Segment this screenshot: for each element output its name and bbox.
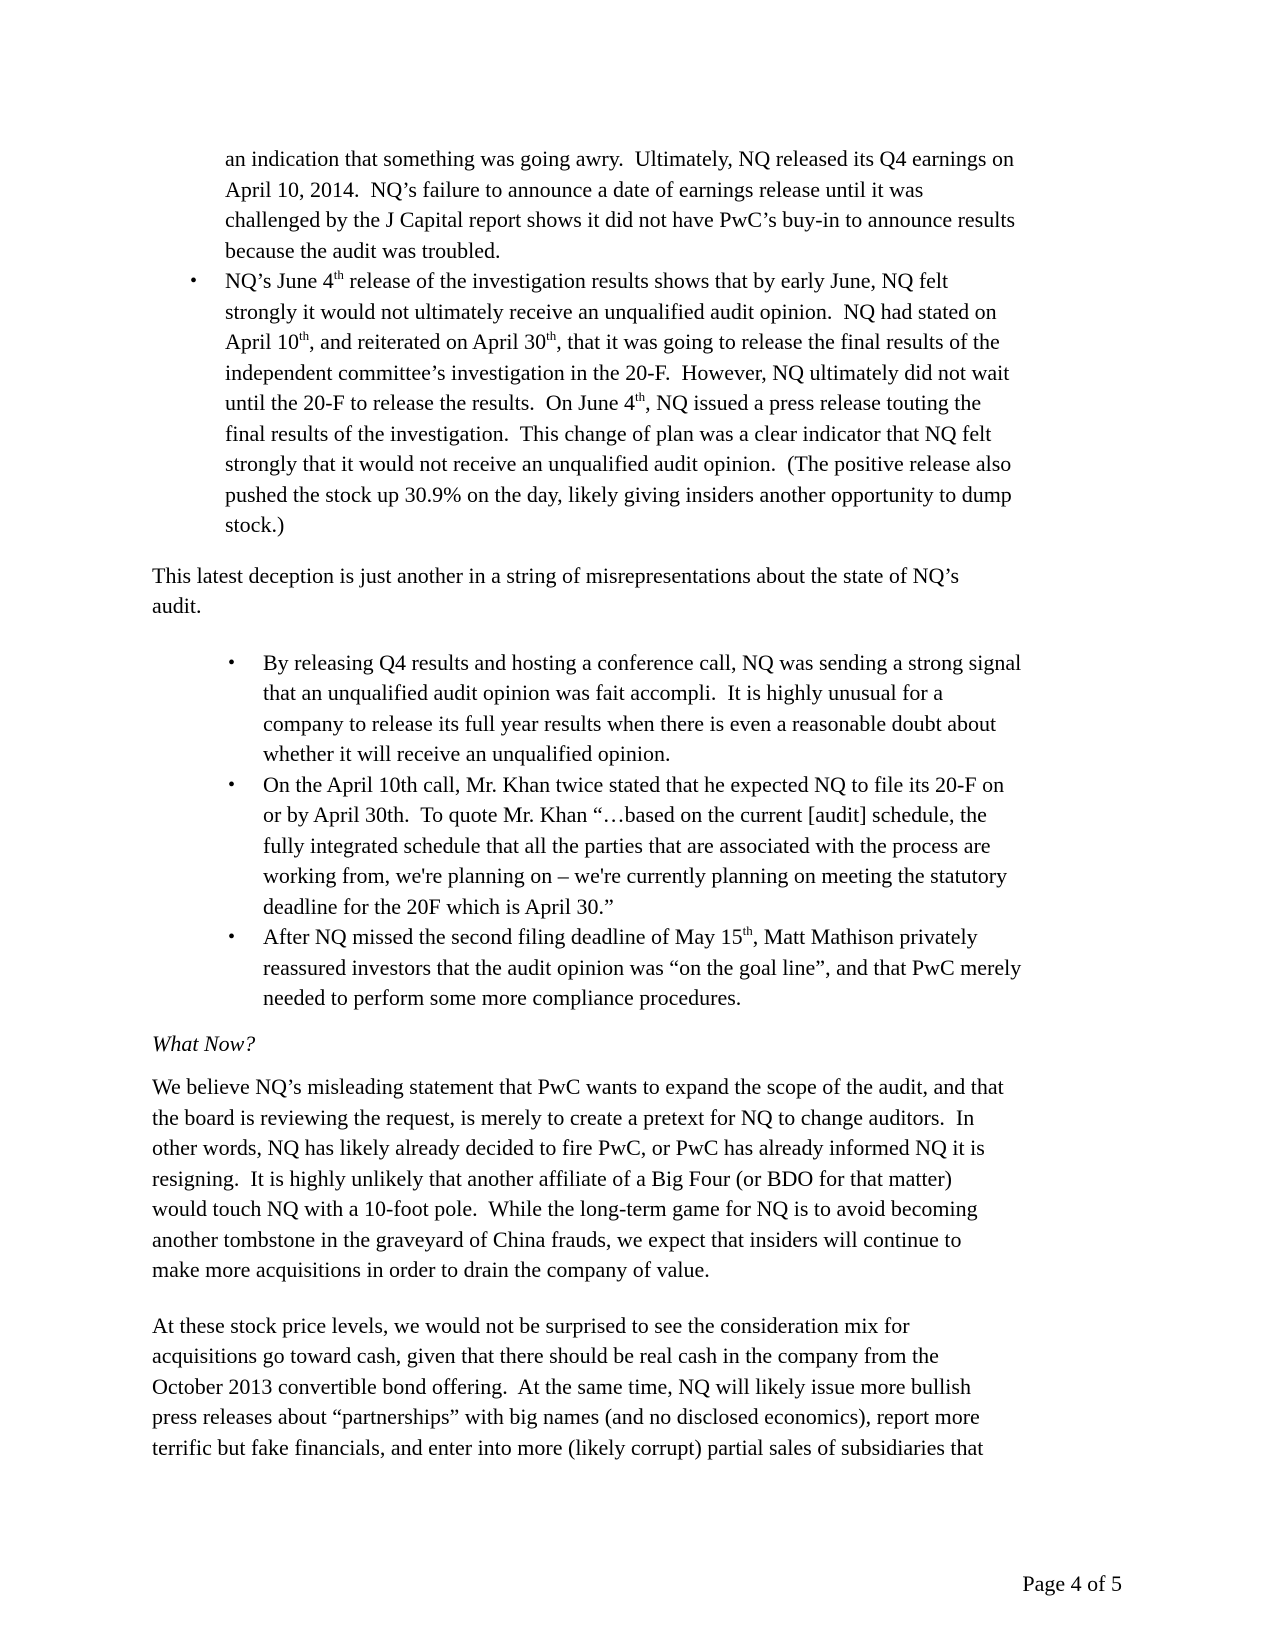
text-line: audit. — [152, 593, 202, 618]
text-line: independent committee’s investigation in the 20-F. However, NQ ultimately did not wait — [225, 359, 1010, 385]
text-line: By releasing Q4 results and hosting a conference call, NQ was sending a strong signal — [263, 649, 1022, 675]
paragraph-continuation — [225, 144, 1125, 266]
text-line: At these stock price levels, we would not be surprised to see the consideration mix for — [152, 1312, 910, 1338]
bullet-icon: • — [228, 651, 236, 674]
superscript-th: th — [298, 328, 310, 343]
paragraph-we-believe — [152, 1072, 1125, 1286]
text-line: pushed the stock up 30.9% on the day, likely giving insiders another opportunity to dump — [225, 481, 1012, 507]
superscript-th: th — [546, 328, 557, 343]
text-line: company to release its full year results when there is even a reasonable doubt about — [263, 710, 997, 736]
paragraph-at-these-levels — [152, 1311, 1125, 1464]
text-line: whether it will receive an unqualified opinion. — [263, 741, 671, 766]
text-line: fully integrated schedule that all the parties that are associated with the process are — [263, 832, 991, 858]
text-line: October 2013 convertible bond offering. At the same time, NQ will likely issue more bullish — [152, 1373, 971, 1399]
bullet-icon: • — [228, 773, 236, 796]
text-line: make more acquisitions in order to drain the company of value. — [152, 1257, 710, 1282]
text-line: or by April 30th. To quote Mr. Khan “…based on the current [audit] schedule, the — [263, 802, 987, 827]
section-heading-what-now: What Now? — [152, 1030, 256, 1056]
text-line: final results of the investigation. This change of plan was a clear indicator that NQ felt — [225, 420, 992, 446]
text-line: challenged by the J Capital report shows it did not have PwC’s buy-in to announce results — [225, 207, 1016, 232]
text-line: We believe NQ’s misleading statement that PwC wants to expand the scope of the audit, and that — [152, 1074, 1004, 1099]
text-line: resigning. It is highly unlikely that another affiliate of a Big Four (or BDO for that matter) — [152, 1165, 952, 1191]
page-footer: Page 4 of 5 — [1022, 1571, 1122, 1596]
text-line: This latest deception is just another in a string of misrepresentations about the state of NQ’s — [152, 562, 960, 588]
text-line: On the April 10th call, Mr. Khan twice stated that he expected NQ to file its 20-F on — [263, 771, 1005, 797]
list-item — [228, 770, 1125, 923]
text-line: After NQ missed the second filing deadline of May 15th, Matt Mathison privately — [263, 923, 978, 949]
text-line: deadline for the 20F which is April 30.” — [263, 893, 614, 919]
list-item — [228, 922, 1125, 1014]
text-line: strongly that it would not receive an unqualified audit opinion. (The positive release also — [225, 451, 1012, 476]
bullet-icon: • — [228, 926, 236, 948]
text-line: stock.) — [225, 512, 285, 537]
text-line: would touch NQ with a 10-foot pole. While the long-term game for NQ is to avoid becoming — [152, 1196, 978, 1221]
text-line: terrific but fake financials, and enter into more (likely corrupt) partial sales of subsidiaries that — [152, 1434, 984, 1460]
bullet-icon: • — [190, 270, 198, 292]
text-line: needed to perform some more compliance procedures. — [263, 985, 742, 1010]
text-line: strongly it would not ultimately receive an unqualified audit opinion. NQ had stated on — [225, 298, 997, 324]
text-line: press releases about “partnerships” with big names (and no disclosed economics), report more — [152, 1404, 980, 1429]
text-line: until the 20-F to release the results. On June 4th, NQ issued a press release touting the — [225, 389, 982, 415]
superscript-th: th — [333, 267, 344, 282]
superscript-th: th — [634, 389, 646, 404]
text-line: that an unqualified audit opinion was fait accompli. It is highly unusual for a — [263, 680, 944, 705]
text-line: April 10th, and reiterated on April 30th, that it was going to release the final results of the — [225, 328, 1000, 354]
bullet-list-2 — [152, 648, 1125, 1014]
text-line: an indication that something was going awry. Ultimately, NQ released its Q4 earnings on — [225, 146, 1014, 171]
bullet-list-1 — [152, 266, 1125, 541]
text-line: another tombstone in the graveyard of China frauds, we expect that insiders will continue to — [152, 1226, 962, 1252]
text-line: because the audit was troubled. — [225, 237, 501, 263]
text-line: NQ’s June 4th release of the investigation results shows that by early June, NQ felt — [225, 267, 949, 293]
text-line: the board is reviewing the request, is merely to create a pretext for NQ to change auditors. In — [152, 1104, 975, 1130]
text-line: April 10, 2014. NQ’s failure to announce a date of earnings release until it was — [225, 176, 924, 202]
text-line: acquisitions go toward cash, given that there should be real cash in the company from the — [152, 1343, 939, 1368]
superscript-th: th — [742, 923, 753, 938]
paragraph-deception — [152, 561, 1125, 622]
list-item — [228, 648, 1125, 770]
text-line: reassured investors that the audit opinion was “on the goal line”, and that PwC merely — [263, 954, 1022, 980]
list-item — [190, 266, 1125, 541]
text-line: working from, we're planning on – we're currently planning on meeting the statutory — [263, 863, 1008, 888]
text-line: other words, NQ has likely already decided to fire PwC, or PwC has already informed NQ it is — [152, 1135, 985, 1160]
